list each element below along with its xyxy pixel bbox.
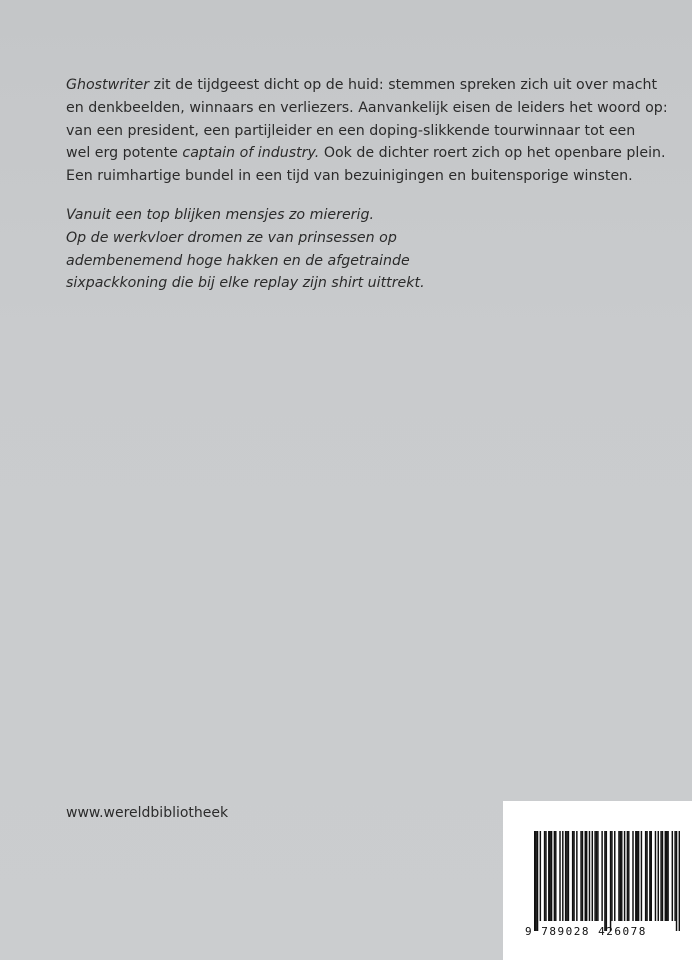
poem-line: Op de werkvloer dromen ze van prinsessen op xyxy=(66,229,397,246)
barcode-bar xyxy=(638,831,639,921)
barcode-bar xyxy=(604,831,605,931)
book-title-italic: Ghostwriter xyxy=(66,77,150,93)
barcode-bar xyxy=(624,831,625,921)
barcode-bar xyxy=(586,831,587,921)
barcode-bar xyxy=(662,831,663,921)
blurb-line-5: Een ruimhartige bundel in een tijd van bezuinigingen en buitensporige winsten. xyxy=(66,168,633,185)
barcode-bar xyxy=(621,831,622,921)
barcode-panel xyxy=(503,801,692,960)
barcode-bar xyxy=(606,831,607,931)
barcode-bar xyxy=(537,831,538,931)
barcode-bar xyxy=(635,831,636,921)
barcode-bar xyxy=(565,831,566,921)
barcode-bar xyxy=(594,831,595,921)
poem-excerpt xyxy=(66,204,666,295)
barcode-bar xyxy=(576,831,577,921)
barcode-bar xyxy=(645,831,646,921)
barcode-bar xyxy=(618,831,619,921)
blurb-text xyxy=(66,74,666,188)
barcode-bar xyxy=(582,831,583,921)
barcode-bar xyxy=(597,831,598,921)
barcode-bar xyxy=(555,831,556,921)
barcode-bar xyxy=(568,831,569,921)
barcode-bar xyxy=(641,831,642,921)
barcode-bar xyxy=(614,831,615,921)
barcode-bar xyxy=(611,831,612,921)
blurb-line-3: van een president, een partijleider en een doping-slikkende tourwinnaar tot een xyxy=(66,122,636,139)
barcode-bar xyxy=(610,831,611,931)
barcode-bar xyxy=(554,831,555,921)
barcode-bar xyxy=(627,831,628,921)
barcode-bar xyxy=(535,831,536,931)
barcode-bar xyxy=(596,831,597,921)
barcode-bar xyxy=(562,831,563,921)
poem-line: adembenemend hoge hakken en de afgetrainde xyxy=(66,252,410,269)
barcode-bar xyxy=(628,831,629,921)
publisher-website: www.wereldbibliotheek xyxy=(66,805,229,821)
barcode-bar xyxy=(649,831,650,921)
blurb-line-4-start: wel erg potente xyxy=(66,145,183,162)
barcode-bar xyxy=(540,831,541,921)
barcode-bar xyxy=(646,831,647,921)
blurb-line-1-rest: zit de tijdgeest dicht op de huid: stemmen spreken zich uit over macht xyxy=(149,77,658,93)
blurb-line-4-italic: captain of industry. xyxy=(182,145,320,162)
barcode-bar xyxy=(545,831,546,921)
barcode-bar xyxy=(548,831,549,921)
poem-line: Vanuit een top blijken mensjes zo miererig. xyxy=(66,207,374,223)
barcode-bar xyxy=(580,831,581,921)
barcode-bar xyxy=(672,831,673,921)
blurb-line-1 xyxy=(66,74,666,97)
poem-line: sixpackkoning die bij elke replay zijn shirt uittrekt. xyxy=(66,275,425,292)
barcode-bar xyxy=(585,831,586,921)
barcode-bar xyxy=(632,831,633,921)
barcode-bar xyxy=(651,831,652,921)
barcode-bar xyxy=(559,831,560,921)
barcode-icon xyxy=(534,831,680,931)
barcode-bar xyxy=(549,831,550,921)
blurb-line-4-end: Ook de dichter roert zich op het openbare plein. xyxy=(319,145,666,162)
barcode-bar xyxy=(572,831,573,921)
isbn-number: 9 789028 426078 xyxy=(525,925,647,938)
barcode-bar xyxy=(544,831,545,921)
barcode-bar xyxy=(674,831,675,921)
barcode-bar xyxy=(534,831,535,931)
barcode-bar xyxy=(676,831,677,931)
barcode-bar xyxy=(666,831,667,921)
barcode-bar xyxy=(660,831,661,921)
barcode-bar xyxy=(658,831,659,921)
barcode-bar xyxy=(636,831,637,921)
blurb-line-2: en denkbeelden, winnaars en verliezers. Aanvankelijk eisen de leiders het woord op: xyxy=(66,99,668,116)
barcode-bar xyxy=(551,831,552,921)
barcode-bar xyxy=(665,831,666,921)
barcode-bar xyxy=(655,831,656,921)
barcode-bar xyxy=(667,831,668,921)
barcode-bar xyxy=(589,831,590,921)
barcode-bar xyxy=(566,831,567,921)
barcode-bar xyxy=(592,831,593,921)
barcode-bar xyxy=(620,831,621,921)
barcode-bar xyxy=(679,831,680,931)
blurb-line-4 xyxy=(66,142,666,165)
barcode-bar xyxy=(601,831,602,921)
barcode-bar xyxy=(573,831,574,921)
